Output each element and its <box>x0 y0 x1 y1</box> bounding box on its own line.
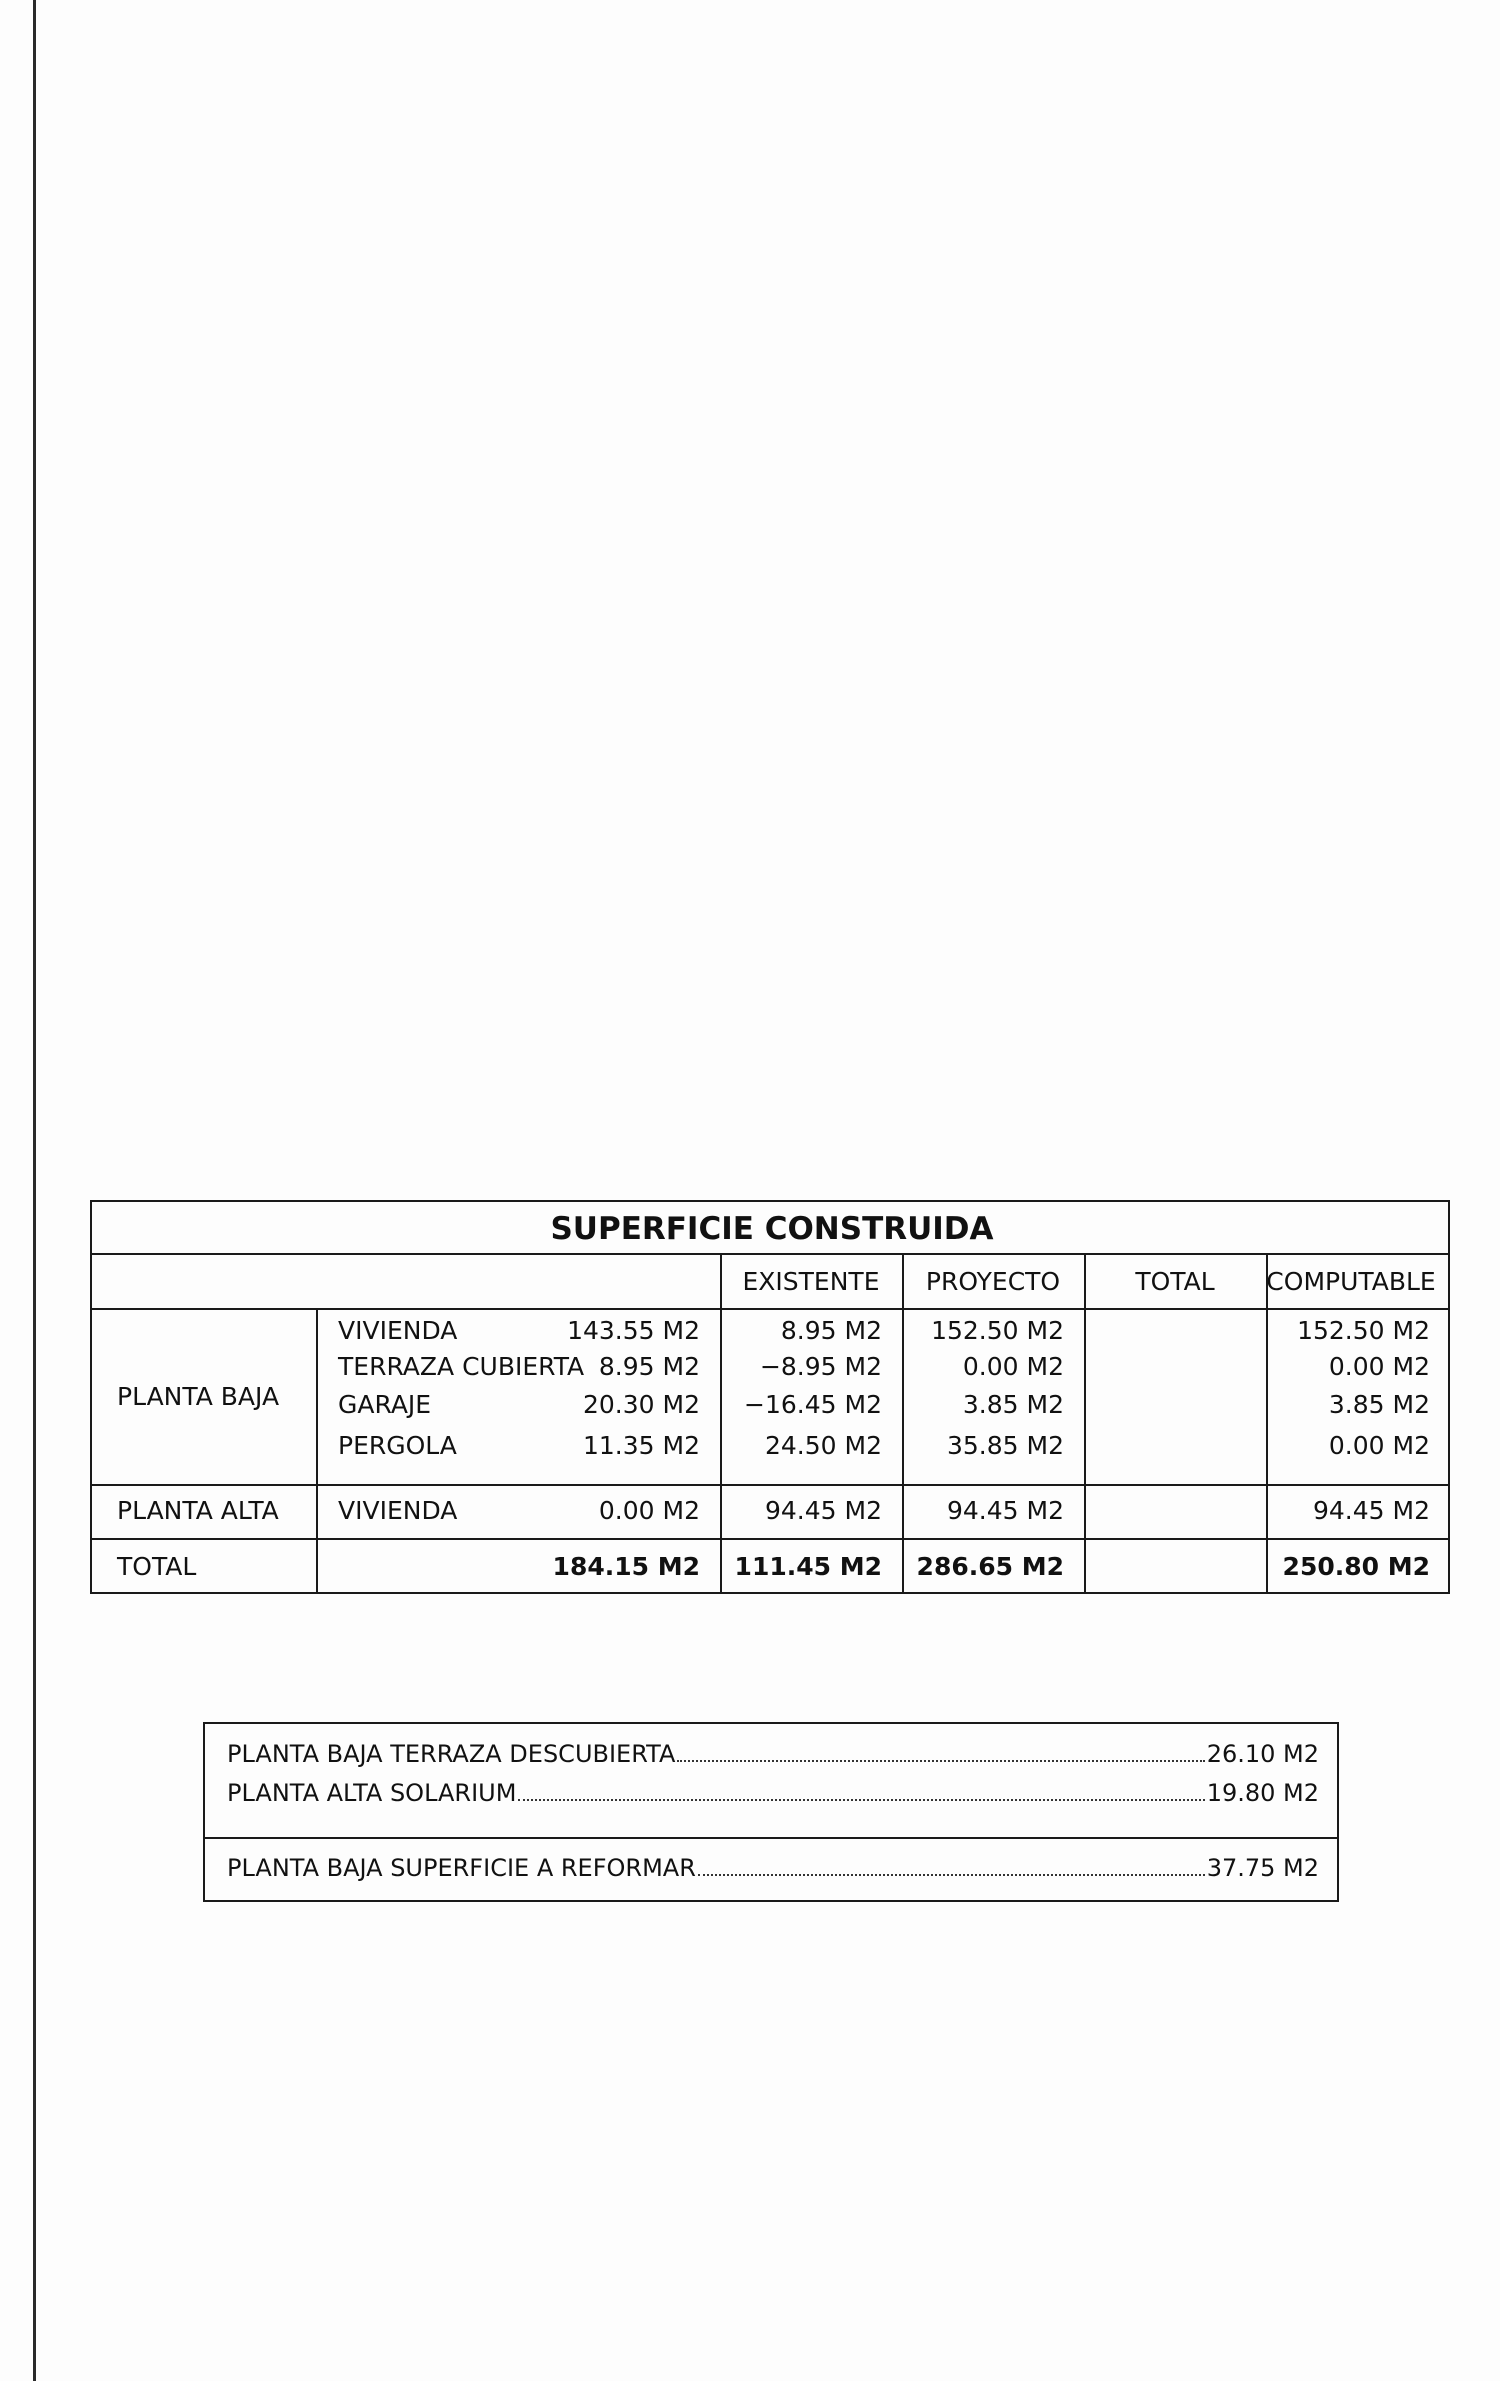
table-rule <box>92 1484 1448 1486</box>
table-rule <box>1084 1253 1086 1592</box>
group-label-planta-baja: PLANTA BAJA <box>117 1382 280 1411</box>
table-cell: 35.85 M2 <box>947 1431 1064 1460</box>
row-name: PERGOLA <box>338 1431 457 1460</box>
table-cell: 94.45 M2 <box>947 1496 1064 1525</box>
table-cell: 152.50 M2 <box>1297 1316 1430 1345</box>
table-cell: 0.00 M2 <box>1328 1352 1430 1381</box>
summary-row <box>227 1777 1319 1807</box>
table-cell: 143.55 M2 <box>567 1316 700 1345</box>
table-rule <box>92 1308 1448 1310</box>
group-label-planta-alta: PLANTA ALTA <box>117 1496 279 1525</box>
summary-row <box>227 1852 1319 1882</box>
table-rule <box>92 1538 1448 1540</box>
table-cell: 11.35 M2 <box>583 1431 700 1460</box>
table-cell: 0.00 M2 <box>1328 1431 1430 1460</box>
table-cell: 8.95 M2 <box>780 1316 882 1345</box>
additional-areas-box <box>203 1722 1339 1902</box>
row-name: VIVIENDA <box>338 1316 458 1345</box>
table-cell: −16.45 M2 <box>744 1390 882 1419</box>
table-cell: −8.95 M2 <box>759 1352 882 1381</box>
column-header: EXISTENTE <box>742 1267 880 1296</box>
row-name: GARAJE <box>338 1390 432 1419</box>
row-name: TERRAZA CUBIERTA <box>338 1352 585 1381</box>
total-cell: 286.65 M2 <box>916 1552 1064 1581</box>
table-rule <box>720 1253 722 1592</box>
table-title: SUPERFICIE CONSTRUIDA <box>550 1211 994 1247</box>
table-cell: 0.00 M2 <box>962 1352 1064 1381</box>
table-rule <box>92 1253 1448 1255</box>
table-rule <box>902 1253 904 1592</box>
table-cell: 20.30 M2 <box>583 1390 700 1419</box>
column-header: PROYECTO <box>925 1267 1061 1296</box>
table-cell: 94.45 M2 <box>1313 1496 1430 1525</box>
table-cell: 24.50 M2 <box>765 1431 882 1460</box>
total-cell: 184.15 M2 <box>552 1552 700 1581</box>
dot-leader <box>518 1799 1204 1801</box>
table-rule <box>316 1308 318 1592</box>
dot-leader <box>677 1760 1204 1762</box>
column-header: TOTAL <box>1135 1267 1215 1296</box>
box-rule <box>205 1837 1337 1839</box>
summary-label: PLANTA ALTA SOLARIUM <box>227 1779 517 1807</box>
table-cell: 152.50 M2 <box>931 1316 1064 1345</box>
summary-value: 19.80 M2 <box>1206 1779 1319 1807</box>
summary-value: 37.75 M2 <box>1206 1854 1319 1882</box>
total-cell: 111.45 M2 <box>734 1552 882 1581</box>
summary-row <box>227 1738 1319 1768</box>
summary-label: PLANTA BAJA SUPERFICIE A REFORMAR <box>227 1854 696 1882</box>
table-cell: 0.00 M2 <box>598 1496 700 1525</box>
table-cell: 3.85 M2 <box>962 1390 1064 1419</box>
total-cell: 250.80 M2 <box>1282 1552 1430 1581</box>
table-cell: 94.45 M2 <box>765 1496 882 1525</box>
sheet-margin-line <box>33 0 36 2381</box>
summary-label: PLANTA BAJA TERRAZA DESCUBIERTA <box>227 1740 676 1768</box>
total-label: TOTAL <box>117 1552 197 1581</box>
table-cell: 8.95 M2 <box>598 1352 700 1381</box>
superficie-construida-table <box>90 1200 1450 1594</box>
table-rule <box>1266 1253 1268 1592</box>
column-header: COMPUTABLE <box>1266 1267 1436 1296</box>
table-cell: 3.85 M2 <box>1328 1390 1430 1419</box>
dot-leader <box>698 1874 1205 1876</box>
row-name: VIVIENDA <box>338 1496 458 1525</box>
summary-value: 26.10 M2 <box>1206 1740 1319 1768</box>
